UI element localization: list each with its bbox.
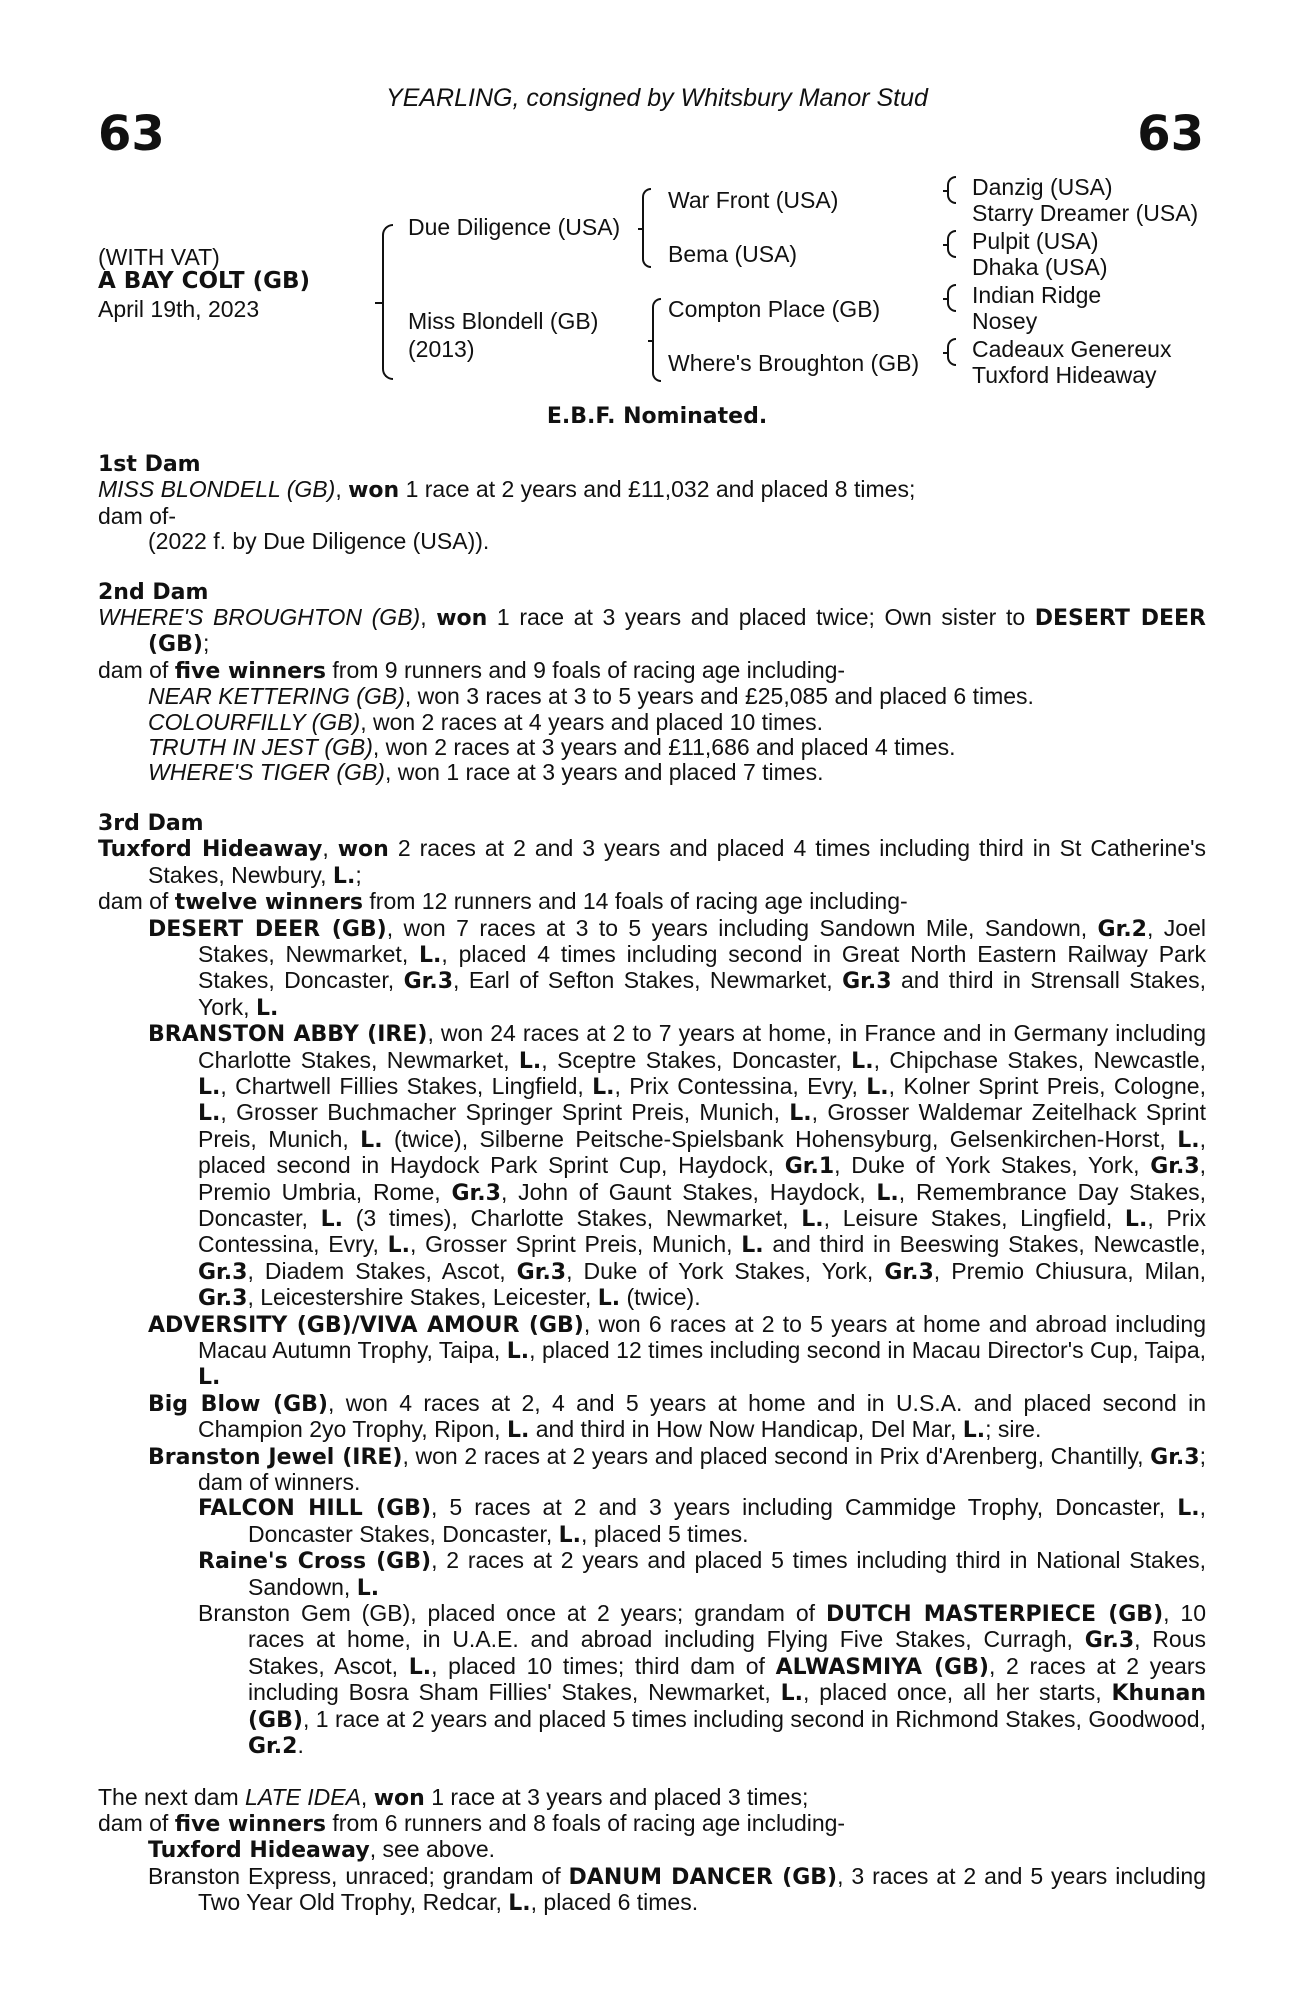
produce-adversity: ADVERSITY (GB)/VIVA AMOUR (GB), won 6 races at 2 to 5 years at home and abroad including Macau Autumn Trophy, Taipa, L., placed 12 times including second in Macau Director's Cup, Taipa, L. xyxy=(148,1310,1207,1391)
catalogue-body xyxy=(98,452,1206,1917)
pedigree-g3-1: Danzig (USA) xyxy=(972,174,1113,200)
first-dam-text: 1 race at 2 years and £11,032 and placed 8 times; xyxy=(399,476,916,503)
next-dam-dam-of-a: dam of xyxy=(98,1809,175,1836)
danum-dancer-text: , 3 races at 2 and 5 years including Two Year Old Trophy, Redcar, xyxy=(198,1862,1206,1916)
horse-name: A BAY COLT (GB) xyxy=(98,268,311,294)
pedigree-g3-7: Cadeaux Genereux xyxy=(972,336,1172,362)
third-dam-dam-of xyxy=(98,889,1206,915)
next-dam-won: won xyxy=(373,1785,425,1811)
produce-branston-abby: BRANSTON ABBY (IRE), won 24 races at 2 to 7 years at home, in France and in Germany including Charlotte Stakes, Newmarket, L., Sceptre Stakes, Doncaster, L., Chipchase Stakes, Newcastle, L., Chartwell Fillies Stakes, Lingfield, L., Prix Contessina, Evry, L., Kolner Sprint Preis, Cologne, L., Grosser Buchmacher Springer Sprint Preis, Munich, L., Grosser Waldemar Zeitelhack Sprint Preis, Munich, L. (twice), Silberne Peitsche-Spielsbank Hohensyburg, Gelsenkirchen-Horst, L., placed second in Haydock Park Sprint Cup, Haydock, Gr.1, Duke of York Stakes, York, Gr.3, Premio Umbria, Rome, Gr.3, John of Gaunt Stakes, Haydock, L., Remembrance Day Stakes, Doncaster, L. (3 times), Charlotte Stakes, Newmarket, L., Leisure Stakes, Lingfield, L., Prix Contessina, Evry, L., Grosser Sprint Preis, Munich, L. and third in Beeswing Stakes, Newcastle, Gr.3, Diadem Stakes, Ascot, Gr.3, Duke of York Stakes, York, Gr.3, Premio Chiusura, Milan, Gr.3, Leicestershire Stakes, Leicester, L. (twice). xyxy=(148,1020,1207,1312)
desert-deer-name: DESERT DEER (GB) xyxy=(148,916,387,942)
alwasmiya-name: ALWASMIYA (GB) xyxy=(775,1654,989,1680)
produce-raines-cross: Raine's Cross (GB), 2 races at 2 years and placed 5 times including third in National Stakes, Sandown, L. xyxy=(198,1547,1207,1601)
list-item xyxy=(98,684,1206,709)
second-dam-won: won xyxy=(436,606,488,632)
first-dam-dam-of: dam of- xyxy=(98,502,176,529)
third-dam-won: won xyxy=(337,837,389,863)
pedigree-g3-2: Starry Dreamer (USA) xyxy=(972,200,1199,226)
lot-number-left: 63 xyxy=(98,106,165,162)
third-dam-name: Tuxford Hideaway xyxy=(98,837,323,863)
foaling-date: April 19th, 2023 xyxy=(98,296,260,322)
pedigree-g3-4: Dhaka (USA) xyxy=(972,254,1108,280)
tuxford-text: , see above. xyxy=(369,1836,495,1863)
danum-dancer-name: DANUM DANCER (GB) xyxy=(568,1864,838,1890)
second-dam-dam-of-a: dam of xyxy=(98,656,175,683)
next-dam-name: LATE IDEA xyxy=(245,1783,361,1810)
pedigree-dam-sire: Compton Place (GB) xyxy=(668,296,881,322)
third-dam-record: Tuxford Hideaway, won 2 races at 2 and 3 years and placed 4 times including third in St Catherine's Stakes, Newbury, L.; xyxy=(98,835,1207,889)
produce-text: , won 2 races at 3 years and £11,686 and placed 4 times. xyxy=(372,734,956,761)
pedigree-sire-sire: War Front (USA) xyxy=(668,187,839,213)
next-dam-record: The next dam LATE IDEA, won 1 race at 3 years and placed 3 times; xyxy=(98,1783,809,1811)
next-dam-dam-of xyxy=(98,1811,1206,1837)
produce-branston-express: Branston Express, unraced; grandam of DANUM DANCER (GB), 3 races at 2 and 5 years including Two Year Old Trophy, Redcar, L., placed 6 times. xyxy=(148,1862,1206,1917)
third-dam-text: 2 races at 2 and 3 years and placed 4 times including third in St Catherine's Stakes, Newbury, xyxy=(148,835,1207,888)
ebf-nomination: E.B.F. Nominated. xyxy=(546,404,768,429)
pedigree-brace-sire xyxy=(642,188,651,268)
produce-name: WHERE'S TIGER (GB) xyxy=(148,759,385,786)
first-dam-heading: 1st Dam xyxy=(98,452,201,477)
third-dam-dam-of-a: dam of xyxy=(98,888,175,915)
pedigree-brace-g3-1 xyxy=(947,176,956,204)
produce-tuxford xyxy=(98,1837,1206,1863)
first-dam-produce: (2022 f. by Due Diligence (USA)). xyxy=(148,528,490,555)
pedigree-brace-g3-4 xyxy=(947,338,956,366)
third-dam-winners: twelve winners xyxy=(174,890,363,916)
produce-name: COLOURFILLY (GB) xyxy=(148,708,361,735)
pedigree-g3-3: Pulpit (USA) xyxy=(972,228,1099,254)
next-dam-intro: The next dam xyxy=(98,1783,246,1810)
second-dam-produce-list xyxy=(98,684,1206,786)
khunan-name: Khunan (GB) xyxy=(248,1681,1206,1733)
pedigree-brace-main xyxy=(382,224,393,380)
branston-abby-name: BRANSTON ABBY (IRE) xyxy=(148,1022,428,1048)
pedigree-sire-dam: Bema (USA) xyxy=(668,241,798,267)
second-dam-winners: five winners xyxy=(174,658,327,684)
branston-gem-text: Branston Gem (GB), placed once at 2 years; grandam of xyxy=(198,1600,826,1627)
next-dam-text: 1 race at 3 years and placed 3 times; xyxy=(424,1783,809,1810)
tuxford-name: Tuxford Hideaway xyxy=(148,1838,370,1864)
pedigree-g3-6: Nosey xyxy=(972,308,1038,334)
big-blow-name: Big Blow (GB) xyxy=(148,1391,328,1417)
produce-branston-gem: Branston Gem (GB), placed once at 2 years; grandam of DUTCH MASTERPIECE (GB), 10 races at home, in U.A.E. and abroad including Flying Five Stakes, Curragh, Gr.3, Rous Stakes, Ascot, L., placed 10 times; third dam of ALWASMIYA (GB), 2 races at 2 years including Bosra Sham Fillies' Stakes, Newmarket, L., placed once, all her starts, Khunan (GB), 1 race at 2 years and placed 5 times including second in Richmond Stakes, Goodwood, Gr.2. xyxy=(198,1600,1207,1760)
produce-branston-jewel: Branston Jewel (IRE), won 2 races at 2 years and placed second in Prix d'Arenberg, Chantilly, Gr.3; dam of winners. xyxy=(148,1442,1206,1496)
falcon-hill-name: FALCON HILL (GB) xyxy=(198,1496,431,1522)
next-dam-dam-of-b: from 6 runners and 8 foals of racing age including- xyxy=(326,1809,846,1836)
lot-number-right: 63 xyxy=(1137,106,1204,162)
dutch-masterpiece-name: DUTCH MASTERPIECE (GB) xyxy=(825,1602,1164,1628)
second-dam-text: 1 race at 3 years and placed twice; Own sister to xyxy=(487,604,1035,631)
second-dam-record: WHERE'S BROUGHTON (GB), won 1 race at 3 years and placed twice; Own sister to DESERT DEER (GB); xyxy=(98,604,1206,658)
pedigree-g3-5: Indian Ridge xyxy=(972,282,1102,308)
produce-name: NEAR KETTERING (GB) xyxy=(148,683,405,710)
pedigree-brace-g3-2 xyxy=(947,230,956,258)
third-dam-heading: 3rd Dam xyxy=(98,810,204,836)
second-dam-heading: 2nd Dam xyxy=(98,579,209,605)
second-dam-dam-of xyxy=(98,658,1206,684)
page-header: YEARLING, consigned by Whitsbury Manor Stud xyxy=(386,84,928,112)
produce-desert-deer: DESERT DEER (GB), won 7 races at 3 to 5 years including Sandown Mile, Sandown, Gr.2, Joel Stakes, Newmarket, L., placed 4 times including second in Great North Eastern Railway Park Stakes, Doncaster, Gr.3, Earl of Sefton Stakes, Newmarket, Gr.3 and third in Strensall Stakes, York, L. xyxy=(148,914,1206,1021)
pedigree-dam-dam: Where's Broughton (GB) xyxy=(668,350,920,376)
second-dam-name: WHERE'S BROUGHTON (GB) xyxy=(98,604,421,631)
produce-big-blow: Big Blow (GB), won 4 races at 2, 4 and 5 years at home and in U.S.A. and placed second in Champion 2yo Trophy, Ripon, L. and third in How Now Handicap, Del Mar, L.; sire. xyxy=(148,1389,1206,1444)
pedigree-dam-year: (2013) xyxy=(408,336,475,362)
produce-name: TRUTH IN JEST (GB) xyxy=(148,734,373,761)
adversity-name: ADVERSITY (GB)/VIVA AMOUR (GB) xyxy=(148,1312,584,1338)
pedigree-g3-8: Tuxford Hideaway xyxy=(972,362,1157,388)
second-dam-sister: DESERT DEER (GB) xyxy=(148,606,1206,658)
vat-label: (WITH VAT) xyxy=(98,244,220,270)
pedigree-sire: Due Diligence (USA) xyxy=(408,214,621,240)
second-dam-sister-end: ; xyxy=(202,630,210,657)
pedigree-dam: Miss Blondell (GB) xyxy=(408,308,599,334)
first-dam-name: MISS BLONDELL (GB) xyxy=(98,476,336,503)
produce-text: , won 1 race at 3 years and placed 7 times. xyxy=(384,759,824,786)
third-dam-dam-of-b: from 12 runners and 14 foals of racing age including- xyxy=(363,888,908,915)
third-dam-text-end: ; xyxy=(355,861,362,888)
danum-dancer-end: , placed 6 times. xyxy=(530,1889,699,1916)
list-item xyxy=(98,760,1206,785)
second-dam-dam-of-b: from 9 runners and 9 foals of racing age including- xyxy=(326,656,846,683)
first-dam-won: won xyxy=(348,478,400,504)
raines-cross-name: Raine's Cross (GB) xyxy=(198,1549,432,1575)
branston-jewel-name: Branston Jewel (IRE) xyxy=(148,1444,403,1470)
pedigree-brace-g3-3 xyxy=(947,284,956,312)
produce-falcon-hill: FALCON HILL (GB), 5 races at 2 and 3 years including Cammidge Trophy, Doncaster, L., Doncaster Stakes, Doncaster, L., placed 5 times. xyxy=(198,1494,1206,1548)
branston-express-text: Branston Express, unraced; grandam of xyxy=(148,1862,569,1889)
produce-text: , won 3 races at 3 to 5 years and £25,085 and placed 6 times. xyxy=(404,683,1034,710)
first-dam-record: MISS BLONDELL (GB), won 1 race at 2 years and £11,032 and placed 8 times; xyxy=(98,476,916,504)
produce-text: , won 2 races at 4 years and placed 10 times. xyxy=(360,708,823,735)
list-item xyxy=(98,735,1206,760)
list-item xyxy=(98,710,1206,735)
next-dam-winners: five winners xyxy=(174,1811,327,1837)
pedigree-brace-dam xyxy=(652,298,661,382)
